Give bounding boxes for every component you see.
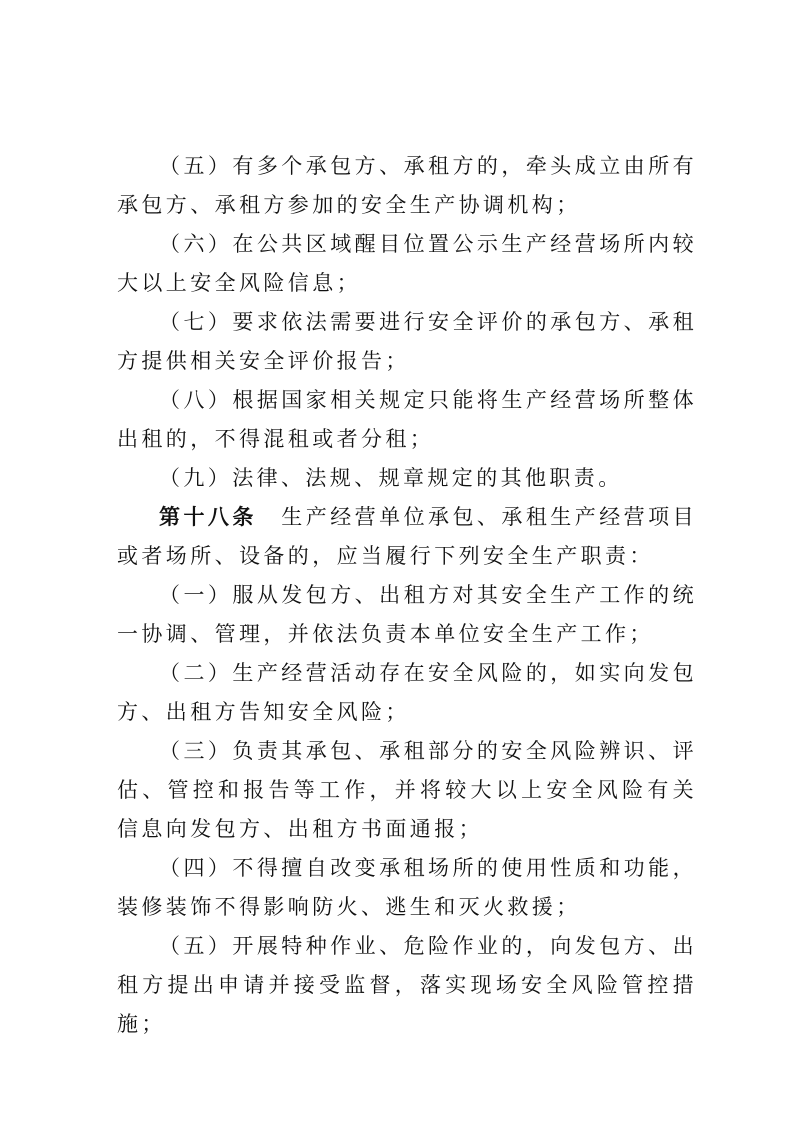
paragraph-item-9: （九）法律、法规、规章规定的其他职责。	[159, 466, 623, 490]
list-item-2: （二）生产经营活动存在安全风险的，如实向发包方、出租方告知安全风险；	[117, 661, 697, 724]
list-item-4: （四）不得擅自改变承租场所的使用性质和功能，装修装饰不得影响防火、逃生和灭火救援；	[117, 856, 697, 919]
list-item-5: （五）开展特种作业、危险作业的，向发包方、出租方提出申请并接受监督，落实现场安全风险管控措施；	[117, 934, 697, 1036]
paragraph-item-5: （五）有多个承包方、承租方的，牵头成立由所有承包方、承租方参加的安全生产协调机构；	[117, 154, 697, 217]
list-item-1: （一）服从发包方、出租方对其安全生产工作的统一协调、管理，并依法负责本单位安全生产工作；	[117, 583, 697, 646]
paragraph-item-7: （七）要求依法需要进行安全评价的承包方、承租方提供相关安全评价报告；	[117, 310, 697, 373]
list-item-3: （三）负责其承包、承租部分的安全风险辨识、评估、管控和报告等工作，并将较大以上安全风险有关信息向发包方、出租方书面通报；	[117, 739, 697, 841]
article-text: 生产经营单位承包、承租生产经营项目或者场所、设备的，应当履行下列安全生产职责：	[117, 505, 697, 568]
paragraph-item-8: （八）根据国家相关规定只能将生产经营场所整体出租的，不得混租或者分租；	[117, 388, 697, 451]
paragraph-item-6: （六）在公共区域醒目位置公示生产经营场所内较大以上安全风险信息；	[117, 232, 697, 295]
article-18-paragraph	[117, 498, 697, 576]
document-body	[117, 147, 697, 1044]
article-spacer	[257, 505, 281, 529]
article-title: 第十八条	[159, 505, 257, 529]
